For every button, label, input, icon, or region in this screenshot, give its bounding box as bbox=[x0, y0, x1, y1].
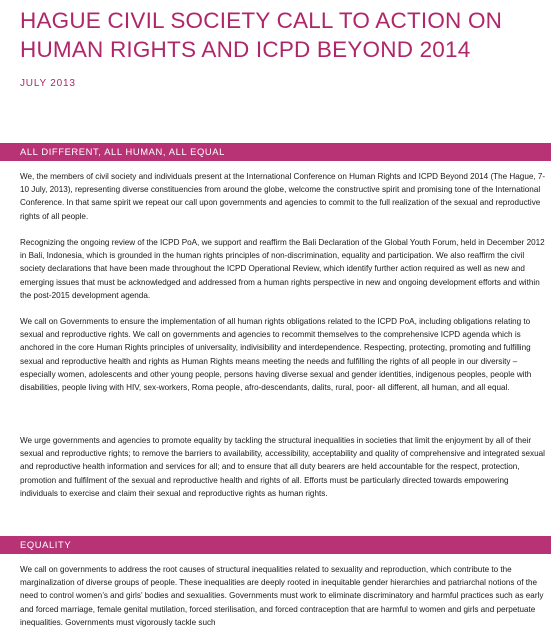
document-title: HAGUE CIVIL SOCIETY CALL TO ACTION ON HUMAN RIGHTS AND ICPD BEYOND 2014 bbox=[20, 8, 503, 62]
paragraph: We call on governments to address the root causes of structural inequalities related to sexuality and reproduction, which contribute to the marginalization of diverse groups of people. These inequalities are deeply rooted in inequitable gender hierarchies and patriarchal notions of the need to control women’s and girls’ bodies and sexualities. Governments must work to eliminate discriminatory and harmful practices such as early and forced marriage, female genital mutilation, forced sterilisation, and forced contraception that are harmful to women and girls and perpetuate inequalities. Governments must vigorously tackle such bbox=[20, 565, 544, 627]
section-heading-band bbox=[0, 536, 551, 554]
section-heading: ALL DIFFERENT, ALL HUMAN, ALL EQUAL bbox=[20, 146, 225, 157]
paragraph: We, the members of civil society and individuals present at the International Conference on Human Rights and ICPD Beyond 2014 (The Hague, 7-10 July, 2013), representing diverse constituencies from around the globe, welcome the constructive spirit and promising tone of the International Conference. In that same spirit we repeat our call upon governments and agencies to commit to the full realization of the sexual and reproductive rights of all people. bbox=[20, 172, 546, 221]
document-date: JULY 2013 bbox=[20, 78, 76, 89]
paragraph: Recognizing the ongoing review of the ICPD PoA, we support and reaffirm the Bali Declaration of the Global Youth Forum, held in December 2012 in Bali, Indonesia, which is grounded in the human rights principles of non-discrimination, equality and participation. We also reaffirm the civil society declarations that have been made throughout the ICPD Operational Review, which identify further action required as well as new and emerging issues that must be acknowledged and addressed from a human rights perspective in new and ongoing development efforts and within the post-2015 development agenda. bbox=[20, 238, 545, 300]
section-heading: EQUALITY bbox=[20, 539, 72, 550]
paragraph: We call on Governments to ensure the implementation of all human rights obligations related to the ICPD PoA, including obligations relating to sexual and reproductive rights. We call on governments and agencies to recommit themselves to the comprehensive ICPD agenda which is anchored in the core Human Rights principles of universality, indivisibility and interdependence. Respecting, protecting, promoting and fulfilling sexual and reproductive health and rights as Human Rights means meeting the needs and fulfilling the rights of all people in our diversity – especially women, adolescents and other young people, persons having diverse sexual and gender identities, indigenous peoples, people with disabilities, people living with HIV, sex-workers, Roma people, afro-descendants, dalits, rural, poor- all different, all human, and all equal. bbox=[20, 317, 532, 393]
section-heading-band bbox=[0, 143, 551, 161]
paragraph: We urge governments and agencies to promote equality by tackling the structural inequalities in societies that limit the enjoyment by all of their sexual and reproductive rights; to remove the barriers to availability, accessibility, acceptability and quality of comprehensive and integrated sexual and reproductive health information and services for all; and to ensure that all duty bearers are held accountable for the respect, protection, promotion and fulfilment of the sexual and reproductive health and rights of all. Efforts must be particularly directed towards empowering individuals to exercise and claim their sexual and reproductive rights as human rights. bbox=[20, 436, 545, 498]
